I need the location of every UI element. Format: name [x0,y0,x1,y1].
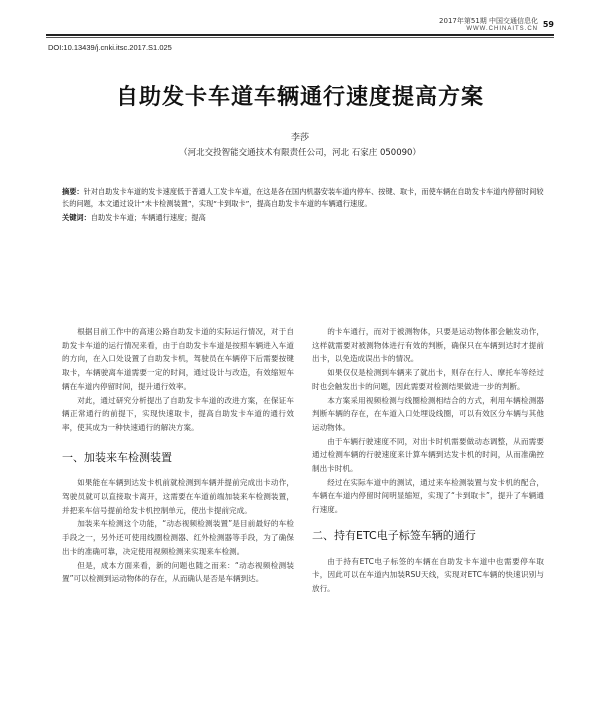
paragraph: 加装来车检测这个功能，“动态视频检测装置”是目前最好的车检手段之一，另外还可使用线圈检测器、红外检测器等手段，为了确保出卡的准确可靠，决定使用视频检测来实现来车检测。 [62,519,294,556]
section-heading: 一、加装来车检测装置 [62,450,172,464]
paragraph: 如果能在车辆到达发卡机前就检测到车辆并提前完成出卡动作，驾驶员就可以直接取卡离开，这需要在车道前端加装来车检测装置，并把来车信号提前给发卡机控制单元，使出卡提前完成。 [62,478,294,515]
journal-header: 2017年第51期 中国交通信息化 [439,17,538,25]
journal-url: WWW.CHINAITS.CN [466,26,538,32]
right-column [312,325,544,596]
doi: DOI:10.13439/j.cnki.itsc.2017.S1.025 [48,43,172,52]
abstract-text: 针对自助发卡车道的发卡速度低于普通人工发卡车道，在这是各在国内机器安装车道内停车、按键、取卡，而使车辆在自助发卡车道内停留时间较长的问题，本文通过设计“未卡检测装置”，实现“卡到取卡”，提高自助发卡车道的车辆通行速度。 [62,187,544,208]
left-column [62,325,294,586]
paragraph: 如果仅仅是检测到车辆来了就出卡，则存在行人、摩托车等经过时也会触发出卡的问题，因此需要对检测结果做进一步的判断。 [312,368,544,391]
paragraph: 由于车辆行驶速度不同，对出卡时机需要做动态调整，从而需要通过检测车辆的行驶速度来计算车辆到达发卡机的时间，从而准确控制出卡时机。 [312,436,544,474]
abstract-label: 摘要： [62,187,84,196]
paragraph: 由于持有ETC电子标签的车辆在自助发卡车道中也需要停车取卡，因此可以在车道内加装RSU天线，实现对ETC车辆的快速识别与放行。 [312,556,544,593]
paper-title: 自助发卡车道车辆通行速度提高方案 [115,85,484,110]
paragraph: 的卡车通行，而对于被测物体，只要是运动物体都会触发动作，这样就需要对被测物体进行有效的判断，确保只在车辆到达时才提前出卡，以免造成误出卡的情况。 [312,327,544,364]
paragraph: 经过在实际车道中的测试，通过来车检测装置与发卡机的配合，车辆在车道内停留时间明显缩短，实现了“卡到取卡”，提升了车辆通行速度。 [312,477,544,515]
affiliation: （河北交投智能交通技术有限责任公司，河北 石家庄 050090） [179,148,421,158]
page-number: 59 [542,20,554,29]
abstract [62,186,544,210]
section-heading: 二、持有ETC电子标签车辆的通行 [312,528,476,542]
paragraph: 但是，成本方面来看，新的问题也随之而来：“动态视频检测装置”可以检测到运动物体的存在，从而确认是否是车辆到达。 [62,560,294,584]
keywords [62,212,544,224]
keywords-text: 自助发卡车道；车辆通行速度；提高 [90,213,206,222]
paragraph: 对此，通过研究分析提出了自助发卡车道的改进方案，在保证车辆正常通行的前提下，实现快速取卡，提高自助发卡车道的通行效率，使其成为一种快速通行的解决方案。 [62,395,294,432]
paragraph: 本方案采用视频检测与线圈检测相结合的方式，利用车辆检测器判断车辆的存在，在车道入口处埋设线圈，可以有效区分车辆与其他运动物体。 [312,395,544,432]
header-rule [46,34,554,36]
author: 李莎 [290,133,309,143]
header-rule-thin [46,37,554,38]
paragraph: 根据目前工作中的高速公路自助发卡道的实际运行情况，对于自助发卡车道的运行情况来看，由于自助发卡车道是按照车辆进入车道的方向，在入口处设置了自助发卡机，驾驶员在车辆停下后需要按键取卡，车辆驶离车道需要一定的时间，通过设计与改造，有效缩短车辆在车道内停留时间，提升通行效率。 [62,327,294,391]
keywords-label: 关键词： [62,213,91,222]
